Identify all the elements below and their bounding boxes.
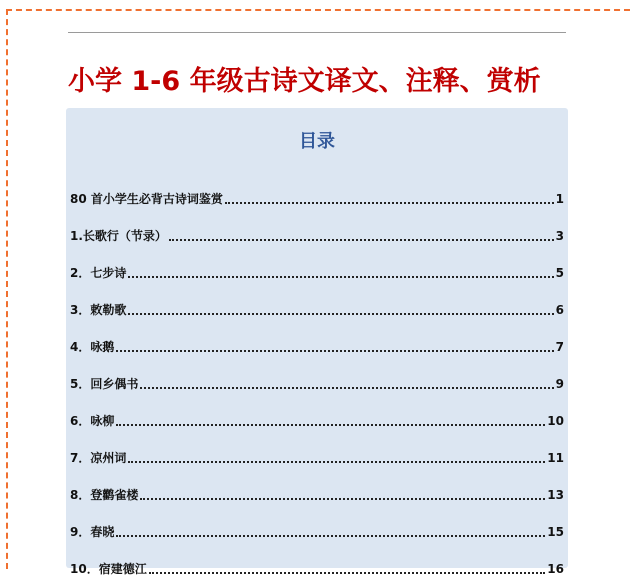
toc-entry-label: 9．春晓 bbox=[70, 525, 115, 539]
toc-entry[interactable] bbox=[70, 207, 564, 244]
toc-entry-page: 6 bbox=[555, 303, 564, 317]
page-border-left bbox=[6, 9, 8, 569]
toc-entry-label: 8．登鹳雀楼 bbox=[70, 488, 139, 502]
toc-entry-label: 10．宿建德江 bbox=[70, 562, 147, 576]
toc-entry-label: 1.长歌行（节录） bbox=[70, 229, 167, 243]
toc-leader bbox=[128, 313, 553, 315]
toc-entry[interactable] bbox=[70, 429, 564, 466]
toc-entry-page: 1 bbox=[555, 192, 564, 206]
toc-entry-label: 6．咏柳 bbox=[70, 414, 115, 428]
toc-entry-page: 16 bbox=[547, 562, 564, 576]
toc-entry[interactable] bbox=[70, 466, 564, 503]
toc-entry[interactable] bbox=[70, 170, 564, 207]
toc-leader bbox=[128, 276, 553, 278]
toc-entry-page: 15 bbox=[547, 525, 564, 539]
toc-entry-page: 5 bbox=[555, 266, 564, 280]
toc-entry-label: 3．敕勒歌 bbox=[70, 303, 127, 317]
toc-leader bbox=[140, 498, 545, 500]
table-of-contents bbox=[66, 108, 568, 576]
toc-entry-page: 13 bbox=[547, 488, 564, 502]
toc-entry-page: 7 bbox=[555, 340, 564, 354]
toc-heading: 目录 bbox=[299, 131, 335, 152]
toc-entry-page: 10 bbox=[547, 414, 564, 428]
toc-entry[interactable] bbox=[70, 281, 564, 318]
toc-entry-label: 2．七步诗 bbox=[70, 266, 127, 280]
toc-entry[interactable] bbox=[70, 244, 564, 281]
toc-leader bbox=[140, 387, 553, 389]
toc-entry[interactable] bbox=[70, 392, 564, 429]
toc-leader bbox=[225, 202, 554, 204]
toc-entry-page: 3 bbox=[555, 229, 564, 243]
toc-entry[interactable] bbox=[70, 503, 564, 540]
toc-leader bbox=[116, 424, 545, 426]
toc-entry-page: 11 bbox=[547, 451, 564, 465]
toc-leader bbox=[116, 350, 553, 352]
toc-entry[interactable] bbox=[70, 318, 564, 355]
toc-entry-label: 80 首小学生必背古诗词鉴赏 bbox=[70, 192, 223, 206]
toc-entry-label: 5．回乡偶书 bbox=[70, 377, 139, 391]
page-border-top bbox=[6, 9, 630, 11]
document-title: 小学 1-6 年级古诗文译文、注释、赏析 bbox=[68, 66, 541, 97]
toc-leader bbox=[128, 461, 545, 463]
toc-leader bbox=[169, 239, 554, 241]
toc-entry-page: 9 bbox=[555, 377, 564, 391]
toc-entry[interactable] bbox=[70, 540, 564, 577]
toc-leader bbox=[149, 572, 546, 574]
toc-list bbox=[70, 170, 564, 577]
header-rule bbox=[68, 32, 566, 33]
toc-entry-label: 4．咏鹅 bbox=[70, 340, 115, 354]
toc-entry-label: 7．凉州词 bbox=[70, 451, 127, 465]
toc-leader bbox=[116, 535, 545, 537]
toc-entry[interactable] bbox=[70, 355, 564, 392]
